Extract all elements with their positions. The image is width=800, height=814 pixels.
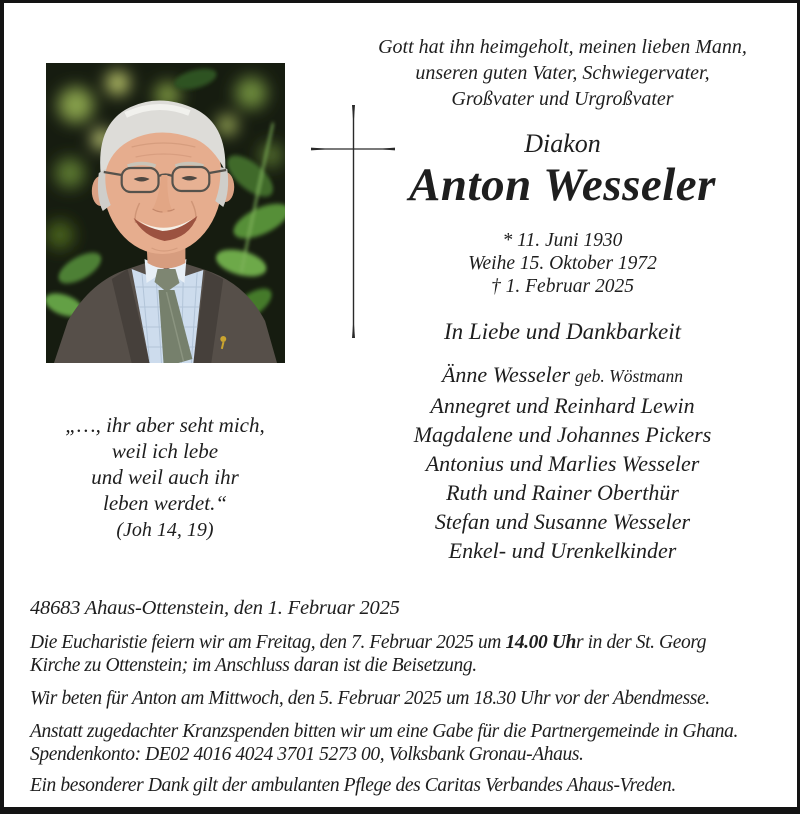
life-dates (340, 229, 785, 298)
tribute-line: In Liebe und Dankbarkeit (444, 319, 681, 344)
quote-line: „…, ihr aber seht mich, (65, 413, 265, 437)
donation-paragraph (30, 720, 790, 766)
mourner-row (340, 536, 785, 565)
mourner-name: Änne Wesseler (441, 362, 571, 387)
intro-text (340, 34, 785, 112)
deceased-name: Anton Wesseler (409, 159, 716, 211)
dateline: 48683 Ahaus-Ottenstein, den 1. Februar 2025 (30, 597, 400, 619)
mourners-list (340, 360, 785, 565)
eucharist-time: 14.00 Uh (505, 632, 576, 653)
mourner-row (340, 449, 785, 478)
portrait-photo (46, 63, 285, 363)
quote-line: und weil auch ihr (91, 465, 239, 489)
mourner-row (340, 420, 785, 449)
mourner-row (340, 478, 785, 507)
eucharist-text: Kirche zu Ottenstein; im Anschluss daran ist die Beisetzung. (30, 655, 477, 676)
mourner-name: Magdalene und Johannes Pickers (413, 422, 712, 447)
quote-source: (Joh 14, 19) (116, 519, 214, 541)
intro-line: unseren guten Vater, Schwiegervater, (415, 62, 710, 84)
mourner-row (340, 391, 785, 420)
birth-date-line: * 11. Juni 1930 (502, 230, 623, 251)
thanks-paragraph: Ein besonderer Dank gilt der ambulanten Pflege des Caritas Verbandes Ahaus-Vreden. (30, 775, 676, 796)
donation-text: Anstatt zugedachter Kranzspenden bitten wir um eine Gabe für die Partnergemeinde in Ghana. (30, 721, 738, 742)
mourner-suffix: geb. Wöstmann (575, 366, 683, 386)
donation-account: Spendenkonto: DE02 4016 4024 3701 5273 00, Volksbank Gronau-Ahaus. (30, 744, 584, 765)
portrait-photo-illustration (46, 63, 285, 363)
eucharist-text: Die Eucharistie feiern wir am Freitag, den 7. Februar 2025 um (30, 632, 506, 653)
ordination-date-line: Weihe 15. Oktober 1972 (468, 253, 657, 274)
role-title: Diakon (524, 129, 601, 158)
mourner-name: Enkel- und Urenkelkinder (448, 538, 677, 563)
quote-line: leben werdet.“ (102, 491, 228, 515)
mourner-name: Antonius und Marlies Wesseler (425, 451, 700, 476)
eucharist-text: r in der St. Georg (575, 632, 707, 653)
mourner-name: Annegret und Reinhard Lewin (430, 393, 695, 418)
quote-line: weil ich lebe (111, 439, 219, 463)
death-date-line: † 1. Februar 2025 (491, 276, 634, 297)
eucharist-paragraph (30, 631, 790, 677)
mourner-name: Stefan und Susanne Wesseler (434, 509, 691, 534)
prayer-paragraph: Wir beten für Anton am Mittwoch, den 5. Februar 2025 um 18.30 Uhr vor der Abendmesse. (30, 688, 710, 709)
intro-line: Großvater und Urgroßvater (451, 88, 674, 110)
mourner-row (340, 507, 785, 536)
mourner-name: Ruth und Rainer Oberthür (446, 480, 679, 505)
mourner-row (340, 360, 785, 391)
intro-line: Gott hat ihn heimgeholt, meinen lieben Mann, (378, 36, 747, 58)
memorial-quote (36, 412, 294, 543)
